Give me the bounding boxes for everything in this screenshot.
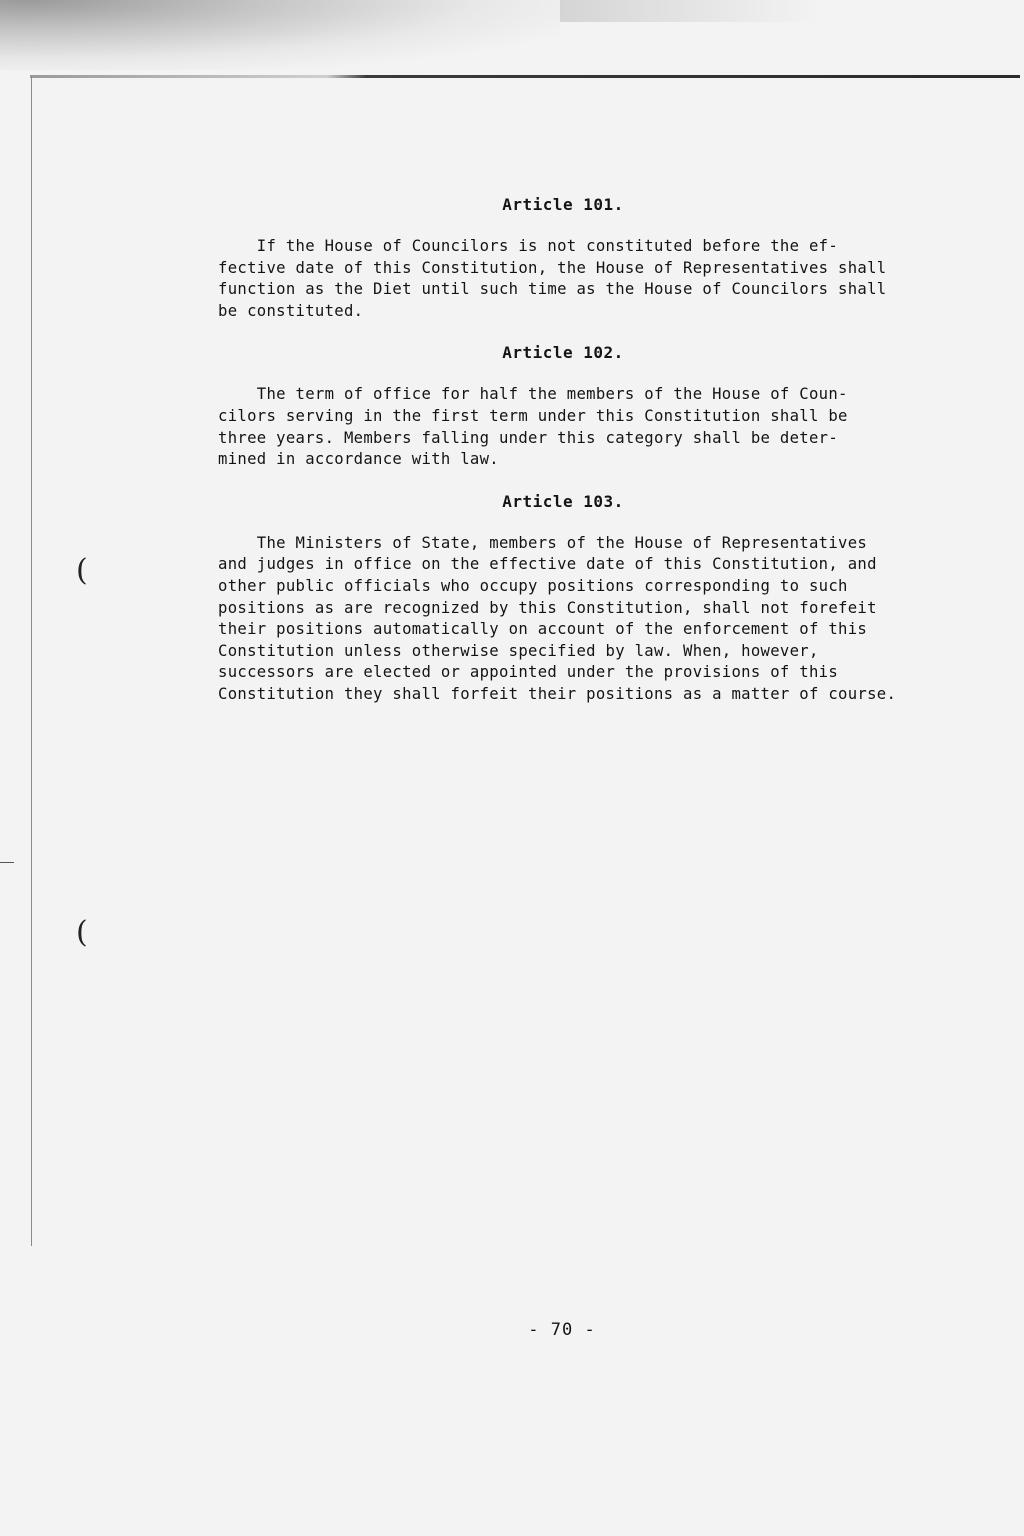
scan-shadow-edge — [560, 0, 820, 22]
text-line: their positions automatically on account of the enforcement of this — [218, 620, 868, 639]
text-line: cilors serving in the first term under this Constitution shall be — [218, 406, 848, 425]
article-101 — [218, 194, 948, 322]
article-heading: Article 103. — [502, 491, 624, 511]
text-line: The Ministers of State, members of the House of Representatives — [218, 533, 868, 552]
text-line: The term of office for half the members of the House of Coun- — [218, 385, 848, 404]
top-rule — [30, 75, 1020, 78]
punch-hole-mark: ( — [76, 915, 88, 950]
article-heading: Article 101. — [502, 195, 624, 214]
scan-shadow — [0, 0, 560, 70]
text-line: be constituted. — [218, 301, 364, 320]
text-line: and judges in office on the effective date of this Constitution, and — [218, 555, 877, 574]
text-line: Constitution unless otherwise specified by law. When, however, — [218, 641, 819, 660]
page-text — [218, 194, 948, 726]
text-line: three years. Members falling under this category shall be deter- — [218, 428, 839, 447]
left-margin-rule — [31, 76, 32, 1246]
text-line: Constitution they shall forfeit their positions as a matter of course. — [218, 684, 897, 703]
article-heading: Article 102. — [502, 343, 624, 363]
article-body — [218, 384, 948, 470]
punch-hole-mark: ( — [76, 553, 88, 588]
article-102 — [218, 342, 948, 470]
text-line: If the House of Councilors is not constituted before the ef- — [218, 237, 839, 255]
article-body — [218, 533, 948, 706]
text-line: mined in accordance with law. — [218, 450, 499, 469]
text-line: successors are elected or appointed under the provisions of this — [218, 663, 839, 682]
text-line: positions as are recognized by this Constitution, shall not forefeit — [218, 598, 877, 617]
page-number: - 70 - — [528, 1320, 596, 1340]
article-103 — [218, 491, 948, 706]
text-line: function as the Diet until such time as the House of Councilors shall — [218, 280, 887, 299]
article-body — [218, 236, 948, 322]
text-line: fective date of this Constitution, the House of Representatives shall — [218, 258, 887, 277]
text-line: other public officials who occupy positions corresponding to such — [218, 576, 848, 595]
margin-tick — [0, 862, 14, 863]
